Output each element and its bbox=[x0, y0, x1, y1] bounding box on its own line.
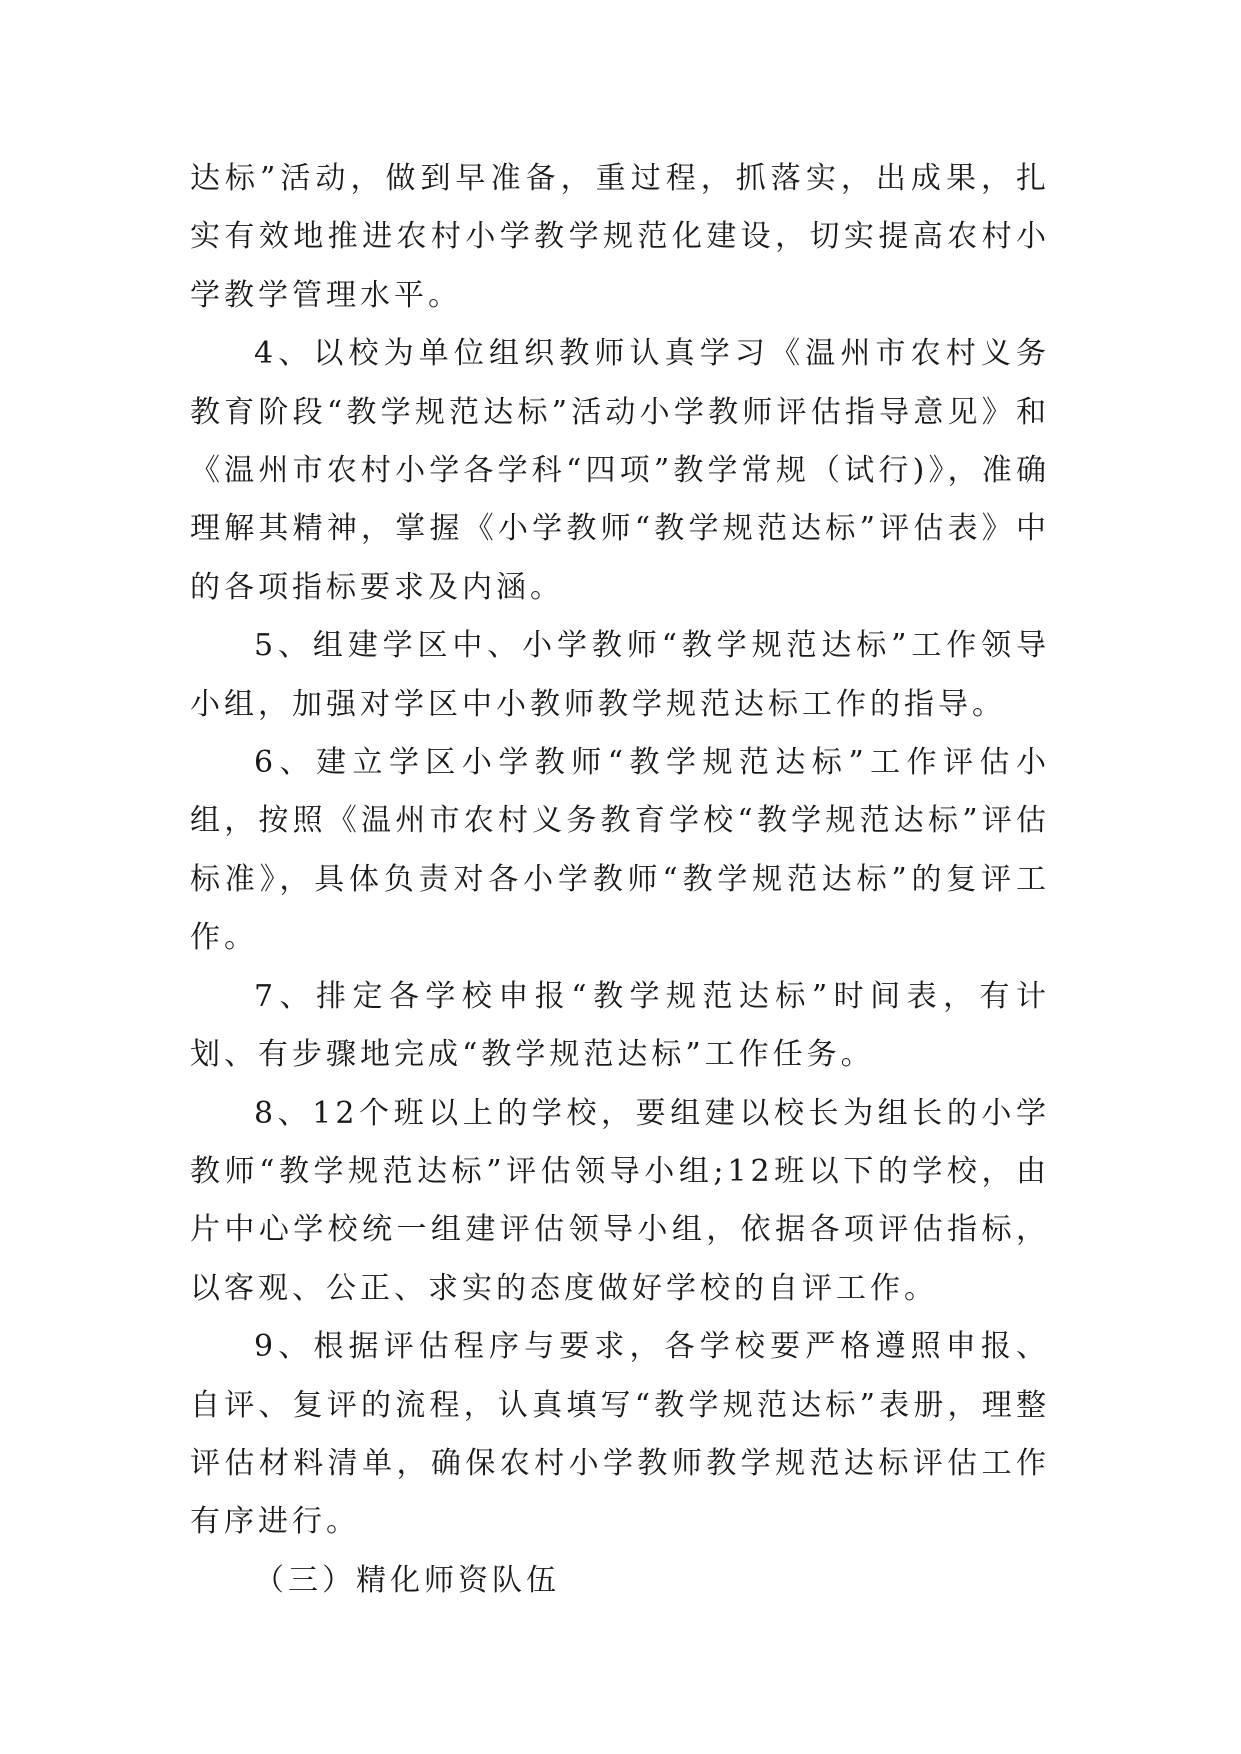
paragraph-item-9: 9、根据评估程序与要求，各学校要严格遵照申报、自评、复评的流程，认真填写“教学规范达标”表册，理整评估材料清单，确保农村小学教师教学规范达标评估工作有序进行。 bbox=[190, 1329, 1050, 1540]
paragraph-item-7: 7、排定各学校申报“教学规范达标”时间表，有计划、有步骤地完成“教学规范达标”工作任务。 bbox=[190, 978, 1050, 1073]
paragraph-continuation: 达标”活动，做到早准备，重过程，抓落实，出成果，扎实有效地推进农村小学教学规范化建设，切实提高农村小学教学管理水平。 bbox=[190, 161, 1050, 313]
section-heading: （三）精化师资队伍 bbox=[254, 1562, 560, 1598]
paragraph-item-5: 5、组建学区中、小学教师“教学规范达标”工作领导小组，加强对学区中小教师教学规范达标工作的指导。 bbox=[190, 628, 1050, 722]
document-body bbox=[190, 150, 1050, 1610]
paragraph-item-6: 6、建立学区小学教师“教学规范达标”工作评估小组，按照《温州市农村义务教育学校“教学规范达标”评估标准》，具体负责对各小学教师“教学规范达标”的复评工作。 bbox=[190, 745, 1050, 956]
paragraph-item-8: 8、12个班以上的学校，要组建以校长为组长的小学教师“教学规范达标”评估领导小组;12班以下的学校，由片中心学校统一组建评估领导小组，依据各项评估指标，以客观、公正、求实的态度做好学校的自评工作。 bbox=[190, 1095, 1050, 1306]
paragraph-item-4: 4、以校为单位组织教师认真学习《温州市农村义务教育阶段“教学规范达标”活动小学教师评估指导意见》和《温州市农村小学各学科“四项”教学常规（试行)》，准确理解其精神，掌握《小学教师“教学规范达标”评估表》中的各项指标要求及内涵。 bbox=[190, 336, 1050, 605]
